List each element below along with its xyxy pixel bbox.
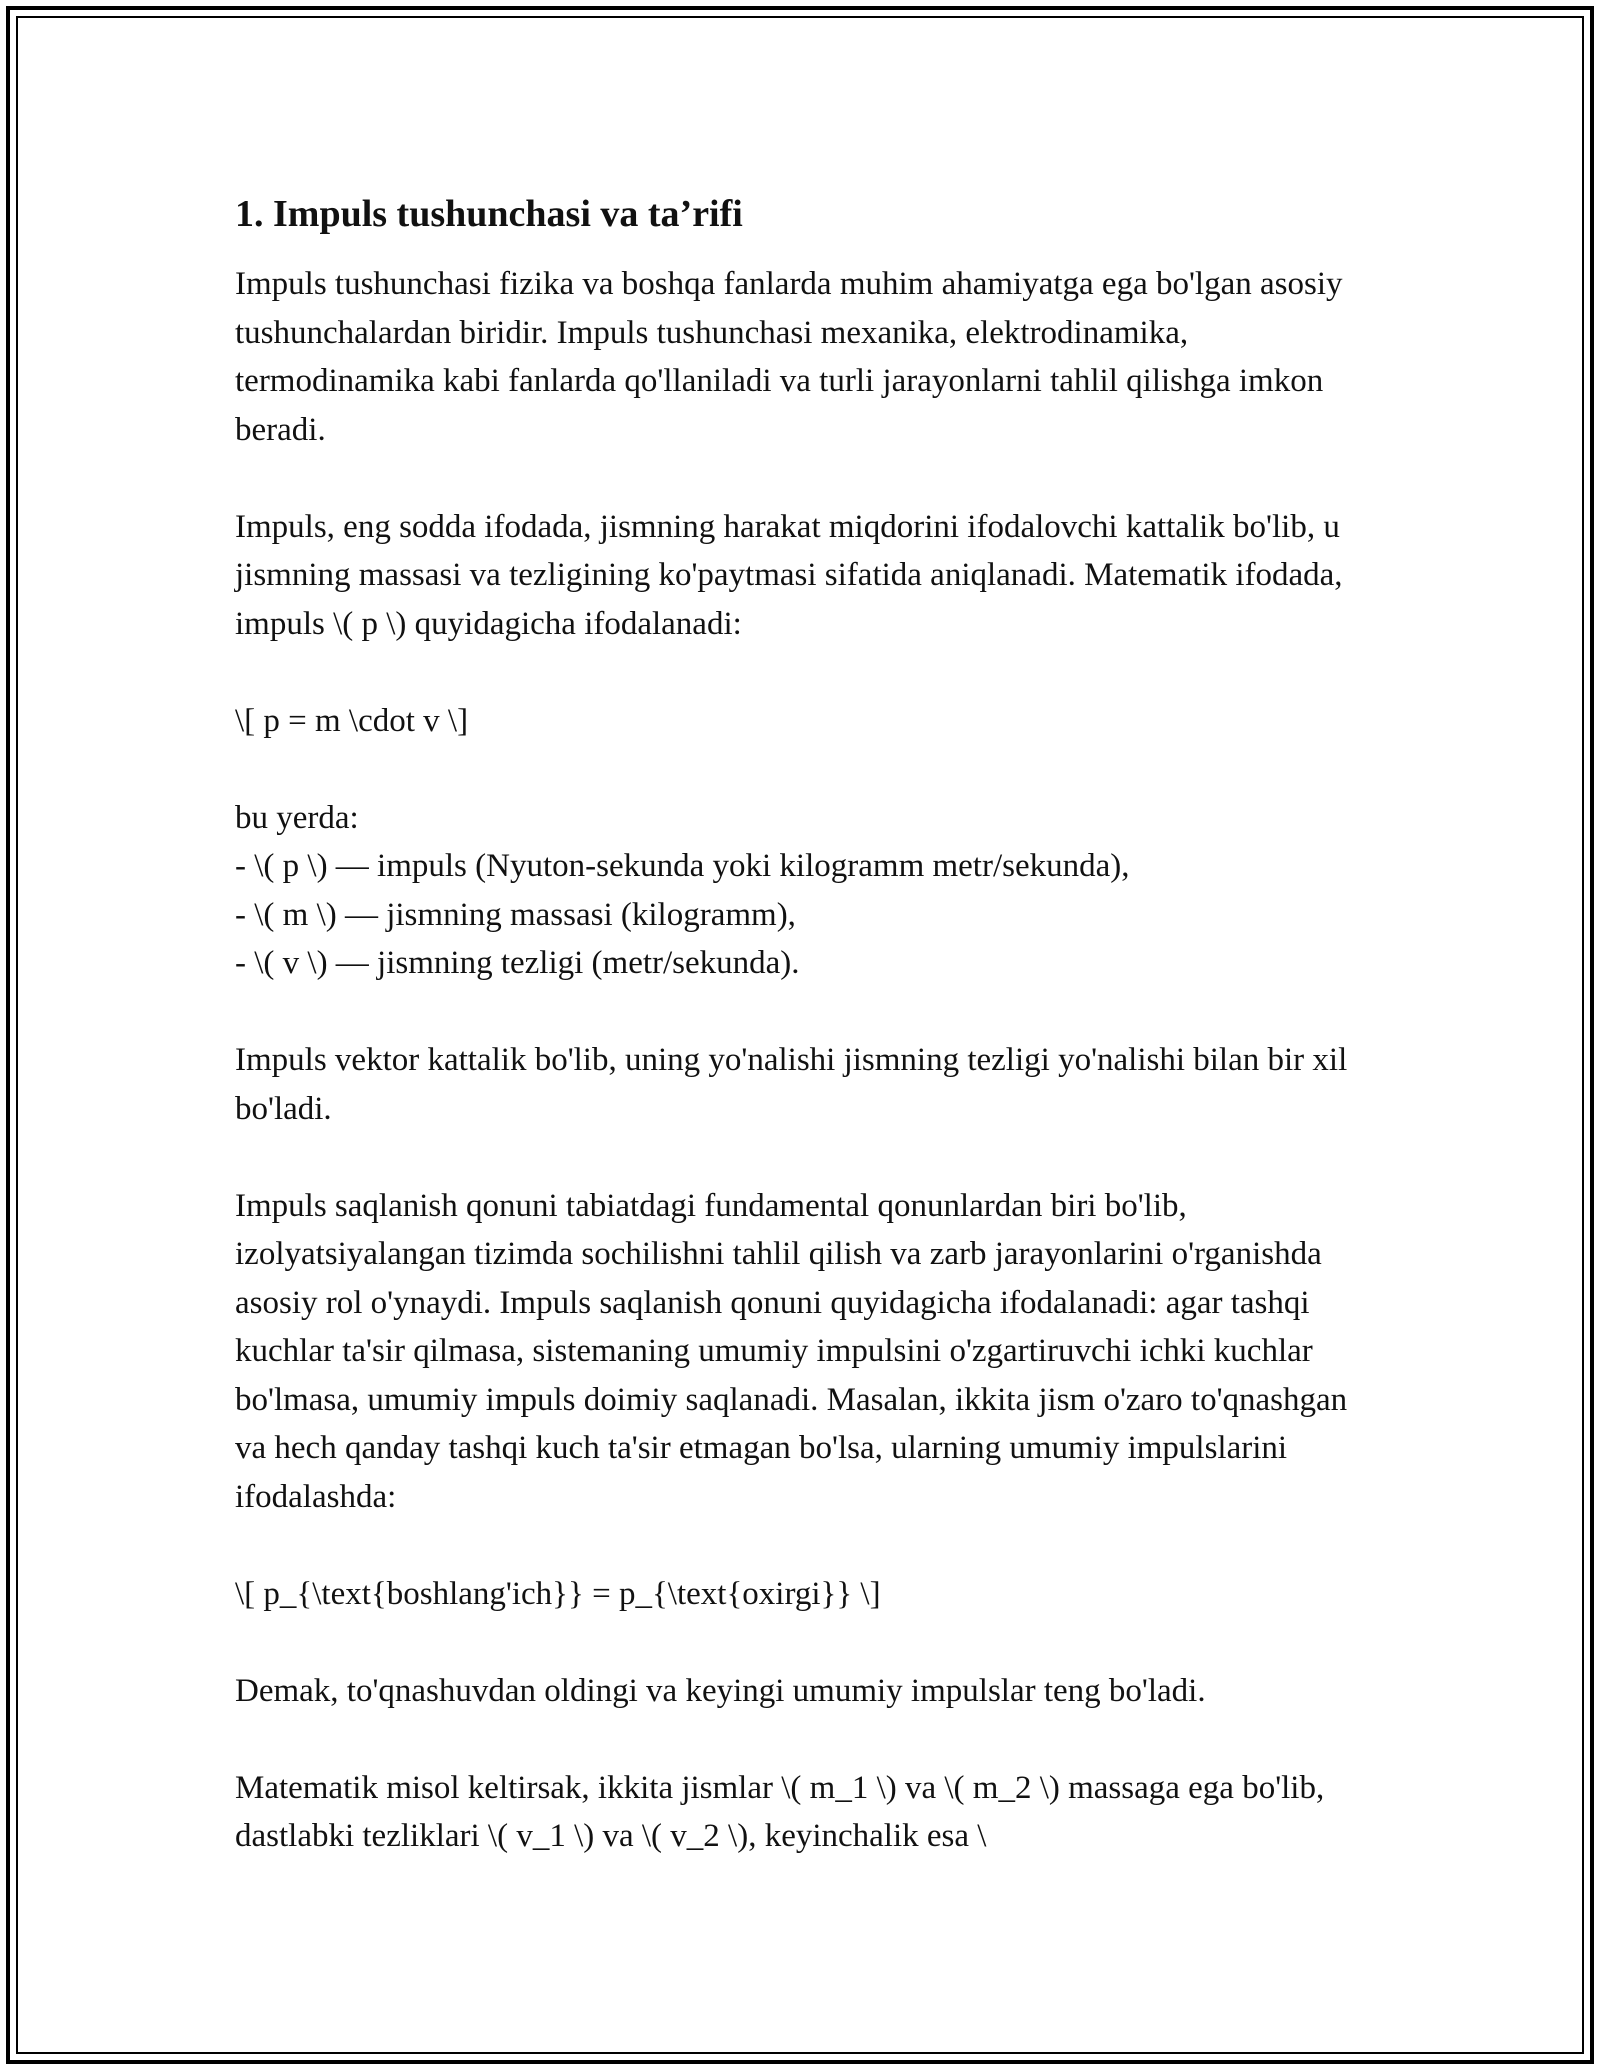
formula-impulse: \[ p = m \cdot v \] [235, 702, 469, 739]
paragraph-definition: Impuls, eng sodda ifodada, jismning harakat miqdorini ifodalovchi kattalik bo'lib, u jismning massasi va tezligining ko'paytmasi sifatida aniqlanadi. Matematik ifodada, impuls \( p \) quyidagicha ifodalanadi: [235, 508, 1343, 642]
paragraph-conclusion: Demak, to'qnashuvdan oldingi va keyingi umumiy impulslar teng bo'ladi. [235, 1672, 1206, 1709]
document-body [235, 188, 1375, 1861]
formula-conservation: \[ p_{\text{boshlang'ich}} = p_{\text{oxirgi}} \] [235, 1575, 881, 1612]
variable-list [235, 794, 1375, 988]
list-item: - \( v \) — jismning tezligi (metr/sekunda). [235, 945, 800, 981]
paragraph-vector: Impuls vektor kattalik bo'lib, uning yo'nalishi jismning tezligi yo'nalishi bilan bir xil bo'ladi. [235, 1042, 1348, 1127]
paragraph-conservation: Impuls saqlanish qonuni tabiatdagi fundamental qonunlardan biri bo'lib, izolyatsiyalangan tizimda sochilishni tahlil qilish va zarb jarayonlarini o'rganishda asosiy rol o'ynaydi. Impuls saqlanish qonuni quyidagicha ifodalanadi: agar tashqi kuchlar ta'sir qilmasa, sistemaning umumiy impulsini o'zgartiruvchi ichki kuchlar bo'lmasa, umumiy impuls doimiy saqlanadi. Masalan, ikkita jism o'zaro to'qnashgan va hech qanday tashqi kuch ta'sir etmagan bo'lsa, ularning umumiy impulslarini ifodalashda: [235, 1187, 1348, 1515]
list-item: - \( p \) — impuls (Nyuton-sekunda yoki kilogramm metr/sekunda), [235, 848, 1130, 884]
paragraph-intro: Impuls tushunchasi fizika va boshqa fanlarda muhim ahamiyatga ega bo'lgan asosiy tushunchalardan biridir. Impuls tushunchasi mexanika, elektrodinamika, termodinamika kabi fanlarda qo'llaniladi va turli jarayonlarni tahlil qilishga imkon beradi. [235, 266, 1343, 448]
list-intro: bu yerda: [235, 799, 359, 836]
section-heading: 1. Impuls tushunchasi va ta’rifi [235, 193, 743, 235]
list-item: - \( m \) — jismning massasi (kilogramm), [235, 896, 796, 933]
paragraph-example: Matematik misol keltirsak, ikkita jismlar \( m_1 \) va \( m_2 \) massaga ega bo'lib, dastlabki tezliklari \( v_1 \) va \( v_2 \), keyinchalik esa \ [235, 1769, 1325, 1854]
